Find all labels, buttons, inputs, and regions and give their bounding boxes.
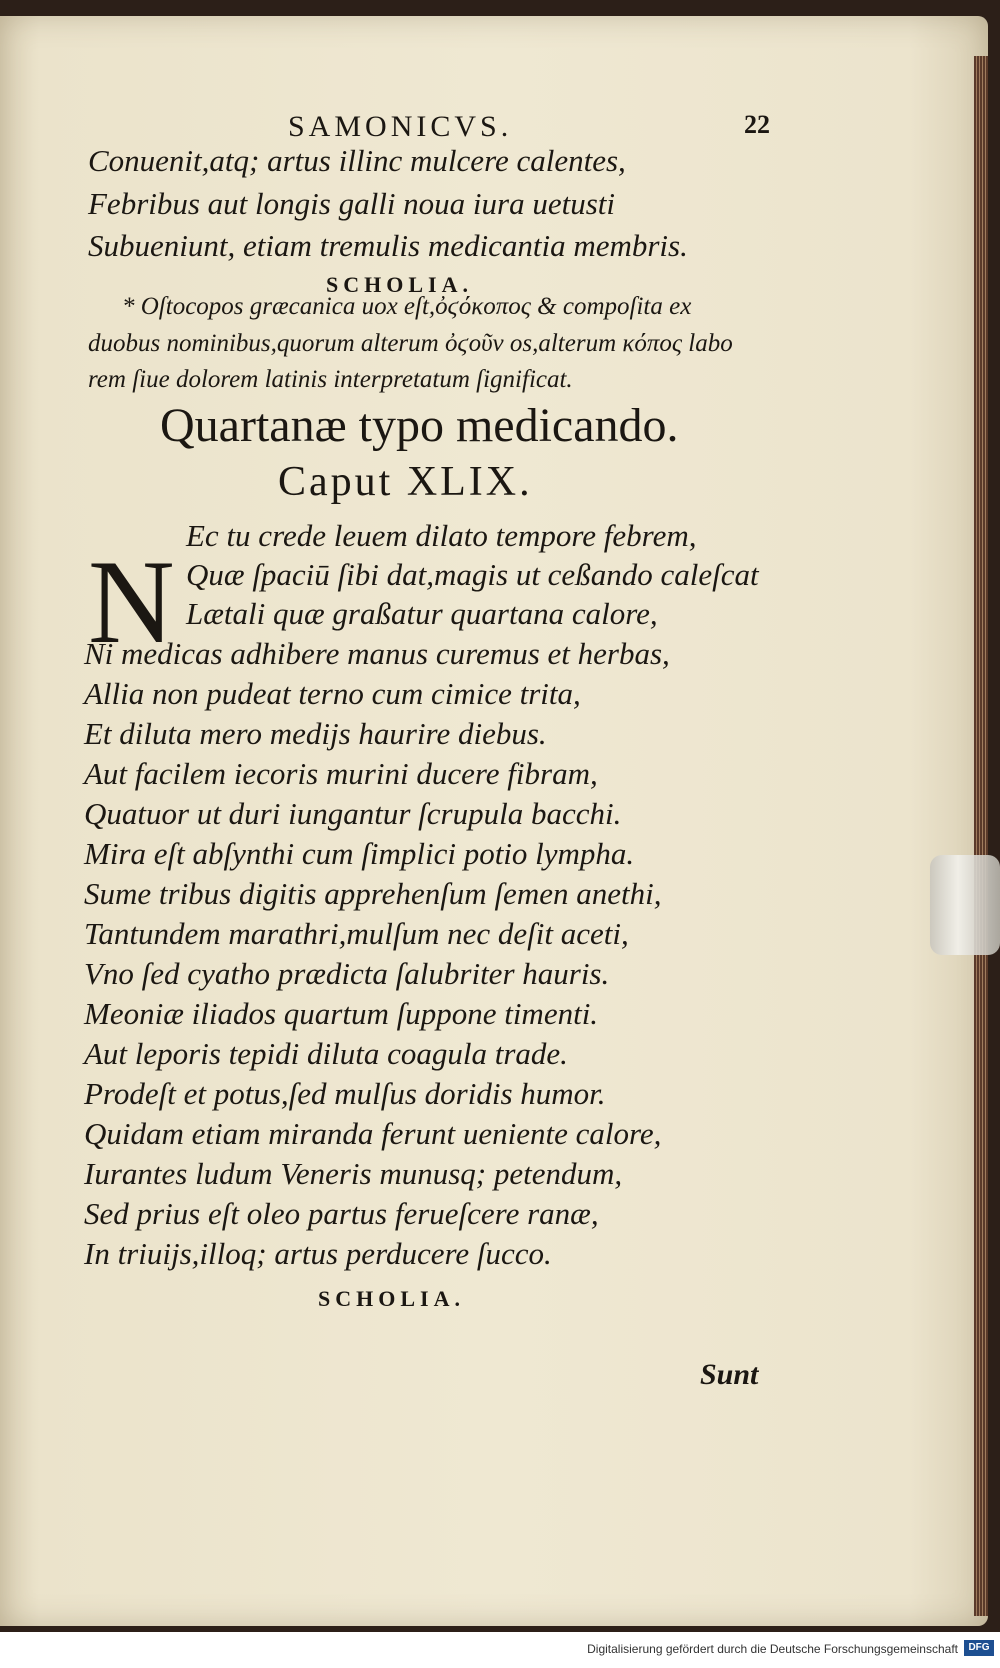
page-clip [930,855,1000,955]
verse-line: Vno ſed cyatho prædicta ſalubriter hauris. [84,956,610,991]
verse-line: Ni medicas adhibere manus curemus et herbas, [84,636,670,671]
verse-line: Sed prius eſt oleo partus ferueſcere ranæ, [84,1196,599,1231]
verse-line: Meoniæ iliados quartum ſuppone timenti. [84,996,599,1031]
verse-line: Aut facilem iecoris murini ducere fibram, [84,756,598,791]
verse-line: Quatuor ut duri iungantur ſcrupula bacchi. [84,796,622,831]
scholia-note-line: duobus nominibus,quorum alterum ὀϛοῦν os,alterum κόπος labo [88,330,733,357]
chapter-number: Caput XLIX. [278,459,533,505]
page-stack-edge [974,56,988,1616]
running-head: SAMONICVS. [288,110,513,143]
drop-cap-initial: N [88,535,175,668]
verse-line: Sume tribus digitis apprehenſum ſemen anethi, [84,876,662,911]
footer-bar [0,1632,1000,1668]
dfg-logo: DFG [964,1640,994,1656]
chapter-title: Quartanæ typo medicando. [160,399,679,452]
verse-line: Prodeſt et potus,ſed mulſus doridis humor. [84,1076,606,1111]
page-number: 22 [744,110,770,139]
intro-line: Subueniunt, etiam tremulis medicantia membris. [88,228,688,263]
scholia-note-line: rem ſiue dolorem latinis interpretatum ſignificat. [88,366,573,393]
verse-line: Allia non pudeat terno cum cimice trita, [84,676,581,711]
verse-line: Quidam etiam miranda ferunt ueniente calore, [84,1116,662,1151]
scholia-heading: SCHOLIA. [318,1286,465,1311]
verse-line: Ec tu crede leuem dilato tempore febrem, [186,518,697,553]
verse-line: In triuijs,illoq; artus perducere ſucco. [84,1236,552,1271]
scholia-note-line: * Oſtocopos græcanica uox eſt,ὀϛόκοπος & compoſita ex [122,293,692,320]
verse-line: Aut leporis tepidi diluta coagula trade. [84,1036,568,1071]
intro-line: Febribus aut longis galli noua iura uetusti [88,186,616,221]
verse-line: Tantundem marathri,mulſum nec deſit aceti, [84,916,629,951]
verse-line: Iurantes ludum Veneris munusq; petendum, [84,1156,623,1191]
footer-credit: Digitalisierung gefördert durch die Deutsche Forschungsgemeinschaft [587,1642,958,1656]
intro-line: Conuenit,atq; artus illinc mulcere calentes, [88,143,626,178]
verse-line: Mira eſt abſynthi cum ſimplici potio lympha. [84,836,635,871]
verse-line: Quæ ſpaciū ſibi dat,magis ut ceßando caleſcat [186,557,759,592]
verse-line: Lætali quæ graßatur quartana calore, [186,596,658,631]
verse-line: Et diluta mero medijs haurire diebus. [84,716,547,751]
scholia-heading: SCHOLIA. [326,272,473,297]
catchword: Sunt [700,1358,759,1391]
